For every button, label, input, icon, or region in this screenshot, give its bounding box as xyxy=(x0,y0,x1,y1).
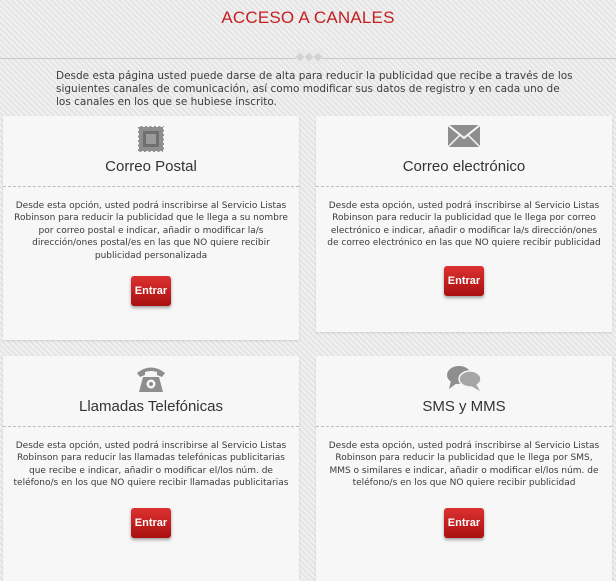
card-title: Llamadas Telefónicas xyxy=(79,398,223,415)
card-header xyxy=(316,116,612,182)
enter-button-correo-postal[interactable]: Entrar xyxy=(131,276,171,306)
intro-text: Desde esta página usted puede darse de alta para reducir la publicidad que recibe a través de los siguientes canales de comunicación, así como modificar sus datos de registro y en cada uno de los canales en los que se hubiese inscrito. xyxy=(56,70,573,108)
enter-button-llamadas-telefonicas[interactable]: Entrar xyxy=(131,508,171,538)
card-description: Desde esta opción, usted podrá inscribirse al Servicio Listas Robinson para reducir la publicidad que le llega a su nombre por correo postal e indicar, añadir o modificar la/s dirección/ones postal/es en las que NO quiere recibir publicidad personalizada xyxy=(14,201,288,261)
page-title: ACCESO A CANALES xyxy=(221,8,395,27)
enter-button-correo-electronico[interactable]: Entrar xyxy=(444,266,484,296)
card-title: SMS y MMS xyxy=(422,398,506,415)
envelope-icon xyxy=(447,124,481,152)
diamond-icon xyxy=(314,53,322,61)
card-separator xyxy=(3,426,299,427)
card-separator xyxy=(316,186,612,187)
card-header xyxy=(3,356,299,422)
card-title: Correo electrónico xyxy=(402,158,526,175)
card-description: Desde esta opción, usted podrá inscribirse al Servicio Listas Robinson para reducir la publicidad que le llega por correo electrónico e indicar, añadir o modificar la/s dirección/ones de correo electrónico en las que NO quiere recibir publicidad xyxy=(327,201,601,249)
telephone-icon xyxy=(135,364,167,398)
diamond-icon xyxy=(296,53,304,61)
chat-bubbles-icon xyxy=(446,364,482,396)
card-title: Correo Postal xyxy=(105,158,197,175)
card-separator xyxy=(316,426,612,427)
card-correo-electronico xyxy=(316,116,612,332)
card-description: Desde esta opción, usted podrá inscribirse al Servicio Listas Robinson para reducir la publicidad que le llega por SMS, MMS o similares e indicar, añadir o modificar el/los núm. de teléfono/s en los que NO quiere recibir publicidad xyxy=(328,441,600,489)
card-correo-postal xyxy=(3,116,299,340)
card-header xyxy=(316,356,612,422)
card-description: Desde esta opción, usted podrá inscribirse al Servicio Listas Robinson para reducir las llamadas telefónicas publicitarias que recibe e indicar, añadir o modificar el/los núm. de teléfono/s en los que NO quiere recibir llamadas publicitarias xyxy=(13,441,289,489)
stamp-icon xyxy=(136,124,166,158)
card-header xyxy=(3,116,299,182)
card-llamadas-telefonicas xyxy=(3,356,299,581)
diamond-icon xyxy=(305,53,313,61)
card-sms-mms xyxy=(316,356,612,581)
enter-button-sms-mms[interactable]: Entrar xyxy=(444,508,484,538)
divider-ornament xyxy=(296,50,322,64)
card-separator xyxy=(3,186,299,187)
